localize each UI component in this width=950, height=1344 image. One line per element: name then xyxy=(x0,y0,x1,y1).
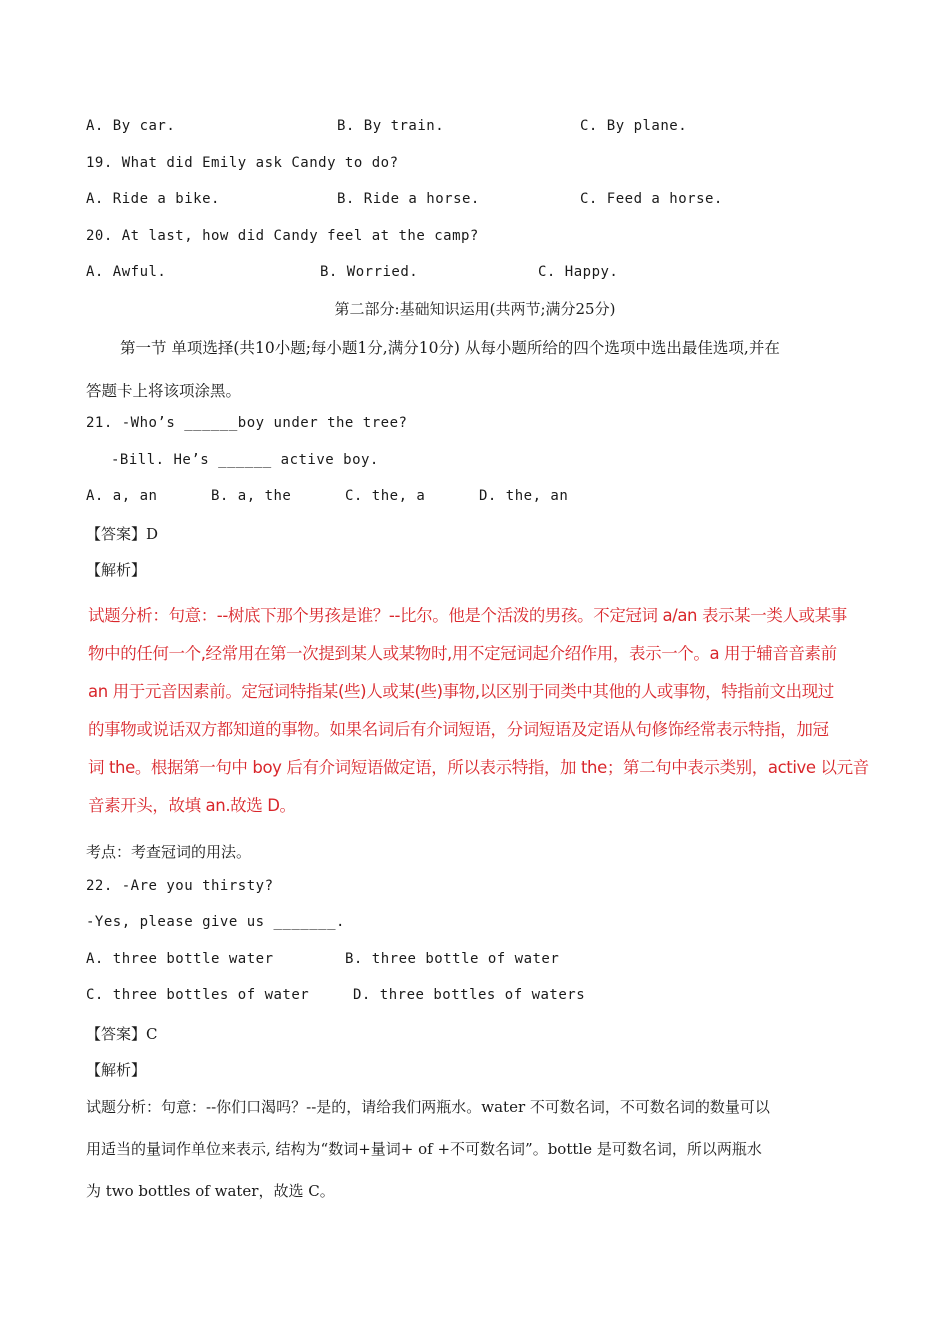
q19-option-a: A. Ride a bike. xyxy=(86,191,220,207)
q18-option-c: C. By plane. xyxy=(580,118,688,134)
q21-answer: 【答案】D xyxy=(86,525,159,543)
q21-line-2: -Bill. He’s ______ active boy. xyxy=(111,452,379,468)
q21-option-b: B. a, the xyxy=(211,488,292,504)
q21-analysis-line-3: an 用于元音因素前。定冠词特指某(些)人或某(些)事物,以区别于同类中其他的人或事物，特指前文出现过 xyxy=(88,682,834,701)
q21-option-d: D. the, an xyxy=(479,488,569,504)
q20-option-b: B. Worried. xyxy=(320,264,419,280)
q22-option-c: C. three bottles of water xyxy=(86,987,310,1003)
q21-analysis-line-2: 物中的任何一个,经常用在第一次提到某人或某物时,用不定冠词起介绍作用，表示一个。a 用于辅音音素前 xyxy=(88,644,837,663)
q21-analysis-line-5: 词 the。根据第一句中 boy 后有介词短语做定语，所以表示特指，加 the；第二句中表示类别，active 以元音 xyxy=(88,758,869,777)
q19-stem: 19. What did Emily ask Candy to do? xyxy=(86,155,399,171)
q18-option-a: A. By car. xyxy=(86,118,176,134)
section-instruction-line-2: 答题卡上将该项涂黑。 xyxy=(86,382,242,400)
section-instruction-line-1: 第一节 单项选择(共10小题;每小题1分,满分10分) 从每小题所给的四个选项中选出最佳选项,并在 xyxy=(120,339,780,357)
q22-analysis-line-3: 为 two bottles of water，故选 C。 xyxy=(86,1182,335,1200)
q22-line-2: -Yes, please give us _______. xyxy=(86,914,345,930)
q19-option-b: B. Ride a horse. xyxy=(337,191,480,207)
q18-option-b: B. By train. xyxy=(337,118,445,134)
q22-option-d: D. three bottles of waters xyxy=(353,987,586,1003)
q22-analysis-label: 【解析】 xyxy=(86,1061,147,1079)
q20-stem: 20. At last, how did Candy feel at the camp? xyxy=(86,228,479,244)
section-title: 第二部分:基础知识运用(共两节;满分25分) xyxy=(334,300,616,318)
q22-option-a: A. three bottle water xyxy=(86,951,274,967)
q19-option-c: C. Feed a horse. xyxy=(580,191,723,207)
q20-option-c: C. Happy. xyxy=(538,264,619,280)
q22-stem: 22. -Are you thirsty? xyxy=(86,878,274,894)
q21-option-c: C. the, a xyxy=(345,488,426,504)
q22-analysis-line-1: 试题分析：句意：--你们口渴吗？--是的，请给我们两瓶水。water 不可数名词，不可数名词的数量可以 xyxy=(86,1098,770,1116)
q22-answer: 【答案】C xyxy=(86,1025,158,1043)
q22-option-b: B. three bottle of water xyxy=(345,951,560,967)
q20-option-a: A. Awful. xyxy=(86,264,167,280)
q22-analysis-line-2: 用适当的量词作单位来表示, 结构为“数词+量词+ of +不可数名词”。bottle 是可数名词，所以两瓶水 xyxy=(86,1140,762,1158)
q21-analysis-label: 【解析】 xyxy=(86,561,147,579)
q21-analysis-line-6: 音素开头，故填 an.故选 D。 xyxy=(88,796,296,815)
q21-analysis-line-1: 试题分析：句意：--树底下那个男孩是谁？--比尔。他是个活泼的男孩。不定冠词 a/an 表示某一类人或某事 xyxy=(88,606,847,625)
q21-stem: 21. -Who’s ______boy under the tree? xyxy=(86,415,408,431)
q21-analysis-line-4: 的事物或说话双方都知道的事物。如果名词后有介词短语，分词短语及定语从句修饰经常表示特指，加冠 xyxy=(88,720,829,739)
q21-test-point: 考点：考查冠词的用法。 xyxy=(86,843,252,861)
q21-option-a: A. a, an xyxy=(86,488,158,504)
